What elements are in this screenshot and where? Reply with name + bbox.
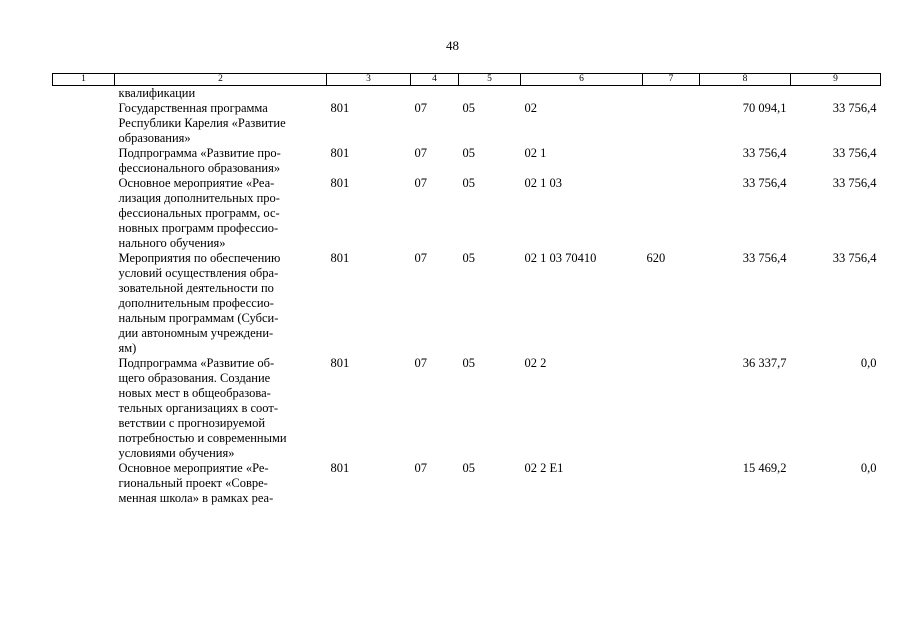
section-code-cell: 07 — [414, 251, 427, 265]
expense-type-cell — [643, 176, 700, 251]
amount-cell-9: 33 756,4 — [832, 101, 877, 115]
amount-cell-8 — [700, 86, 791, 102]
amount-cell-8: 33 756,4 — [742, 176, 787, 190]
table-row — [53, 101, 881, 146]
row-number-cell — [53, 146, 115, 176]
page-number: 48 — [446, 38, 459, 53]
department-code-cell: 801 — [330, 461, 350, 475]
amount-cell-9: 33 756,4 — [832, 176, 877, 190]
amount-cell-8: 36 337,7 — [742, 356, 787, 370]
item-name-line: фессиональных программ, ос- — [118, 206, 280, 220]
column-header-9: 9 — [791, 74, 881, 86]
item-name-cell — [115, 251, 327, 356]
item-name-line: Подпрограмма «Развитие про- — [118, 146, 281, 160]
amount-cell-9 — [791, 86, 881, 102]
section-code-cell: 07 — [414, 101, 427, 115]
amount-cell-8: 70 094,1 — [742, 101, 787, 115]
budget-table — [52, 73, 881, 506]
item-name-cell — [115, 146, 327, 176]
row-number-cell — [53, 356, 115, 461]
item-name-line: лизация дополнительных про- — [118, 191, 280, 205]
department-code-cell: 801 — [330, 251, 350, 265]
column-header-6: 6 — [521, 74, 643, 86]
amount-cell-8: 33 756,4 — [742, 146, 787, 160]
target-article-cell: 02 1 03 — [524, 176, 562, 190]
row-number-cell — [53, 101, 115, 146]
item-name-line: гиональный проект «Совре- — [118, 476, 268, 490]
item-name-line: Основное мероприятие «Ре- — [118, 461, 269, 475]
item-name-line: ям) — [118, 341, 137, 355]
expense-type-cell: 620 — [646, 251, 666, 265]
column-header-4: 4 — [411, 74, 459, 86]
amount-cell-8: 33 756,4 — [742, 251, 787, 265]
item-name-line: условий осуществления обра- — [118, 266, 279, 280]
row-number-cell — [53, 86, 115, 102]
item-name-line: тельных организациях в соот- — [118, 401, 278, 415]
department-code-cell: 801 — [330, 176, 350, 190]
table-row — [53, 86, 881, 102]
target-article-cell: 02 1 — [524, 146, 547, 160]
subsection-code-cell: 05 — [462, 101, 475, 115]
expense-type-cell — [643, 356, 700, 461]
row-number-cell — [53, 176, 115, 251]
amount-cell-8: 15 469,2 — [742, 461, 787, 475]
column-header-3: 3 — [327, 74, 411, 86]
item-name-line: Республики Карелия «Развитие — [118, 116, 286, 130]
target-article-cell: 02 1 03 70410 — [524, 251, 597, 265]
amount-cell-9: 33 756,4 — [832, 146, 877, 160]
section-code-cell — [411, 86, 459, 102]
section-code-cell: 07 — [414, 146, 427, 160]
item-name-line: Государственная программа — [118, 101, 268, 115]
section-code-cell: 07 — [414, 176, 427, 190]
target-article-cell — [521, 86, 643, 102]
department-code-cell: 801 — [330, 146, 350, 160]
row-number-cell — [53, 251, 115, 356]
item-name-line: нальным программам (Субси- — [118, 311, 279, 325]
expense-type-cell — [643, 86, 700, 102]
section-code-cell: 07 — [414, 461, 427, 475]
item-name-line: менная школа» в рамках реа- — [118, 491, 274, 505]
amount-cell-9: 0,0 — [860, 356, 877, 370]
item-name-line: Основное мероприятие «Реа- — [118, 176, 275, 190]
item-name-line: образования» — [118, 131, 191, 145]
item-name-cell — [115, 356, 327, 461]
item-name-line: дополнительным профессио- — [118, 296, 274, 310]
expense-type-cell — [643, 461, 700, 506]
item-name-line: фессионального образования» — [118, 161, 281, 175]
item-name-line: новых мест в общеобразова- — [118, 386, 271, 400]
item-name-cell — [115, 86, 327, 102]
column-header-7: 7 — [643, 74, 700, 86]
item-name-line: потребностью и современными — [118, 431, 287, 445]
table-row — [53, 176, 881, 251]
amount-cell-9: 0,0 — [860, 461, 877, 475]
item-name-cell — [115, 101, 327, 146]
target-article-cell: 02 2 — [524, 356, 547, 370]
subsection-code-cell: 05 — [462, 251, 475, 265]
department-code-cell: 801 — [330, 101, 350, 115]
column-header-2: 2 — [115, 74, 327, 86]
column-header-8: 8 — [700, 74, 791, 86]
target-article-cell: 02 2 E1 — [524, 461, 564, 475]
item-name-cell — [115, 176, 327, 251]
item-name-line: ветствии с прогнозируемой — [118, 416, 266, 430]
amount-cell-9: 33 756,4 — [832, 251, 877, 265]
department-code-cell — [327, 86, 411, 102]
item-name-line: Мероприятия по обеспечению — [118, 251, 281, 265]
item-name-line: дии автономным учреждени- — [118, 326, 274, 340]
item-name-line: зовательной деятельности по — [118, 281, 274, 295]
subsection-code-cell: 05 — [462, 146, 475, 160]
item-name-line: нального обучения» — [118, 236, 226, 250]
item-name-line: щего образования. Создание — [118, 371, 271, 385]
item-name-line: квалификации — [118, 86, 196, 100]
expense-type-cell — [643, 101, 700, 146]
expense-type-cell — [643, 146, 700, 176]
row-number-cell — [53, 461, 115, 506]
item-name-line: Подпрограмма «Развитие об- — [118, 356, 275, 370]
subsection-code-cell — [459, 86, 521, 102]
table-row — [53, 356, 881, 461]
column-header-5: 5 — [459, 74, 521, 86]
section-code-cell: 07 — [414, 356, 427, 370]
table-row — [53, 251, 881, 356]
table-body — [53, 86, 881, 507]
table-header — [53, 74, 881, 86]
table-row — [53, 461, 881, 506]
subsection-code-cell: 05 — [462, 176, 475, 190]
target-article-cell: 02 — [524, 101, 537, 115]
item-name-line: условиями обучения» — [118, 446, 235, 460]
item-name-line: новных программ профессио- — [118, 221, 279, 235]
subsection-code-cell: 05 — [462, 356, 475, 370]
table-row — [53, 146, 881, 176]
column-header-1: 1 — [53, 74, 115, 86]
header-row — [53, 74, 881, 86]
department-code-cell: 801 — [330, 356, 350, 370]
item-name-cell — [115, 461, 327, 506]
subsection-code-cell: 05 — [462, 461, 475, 475]
